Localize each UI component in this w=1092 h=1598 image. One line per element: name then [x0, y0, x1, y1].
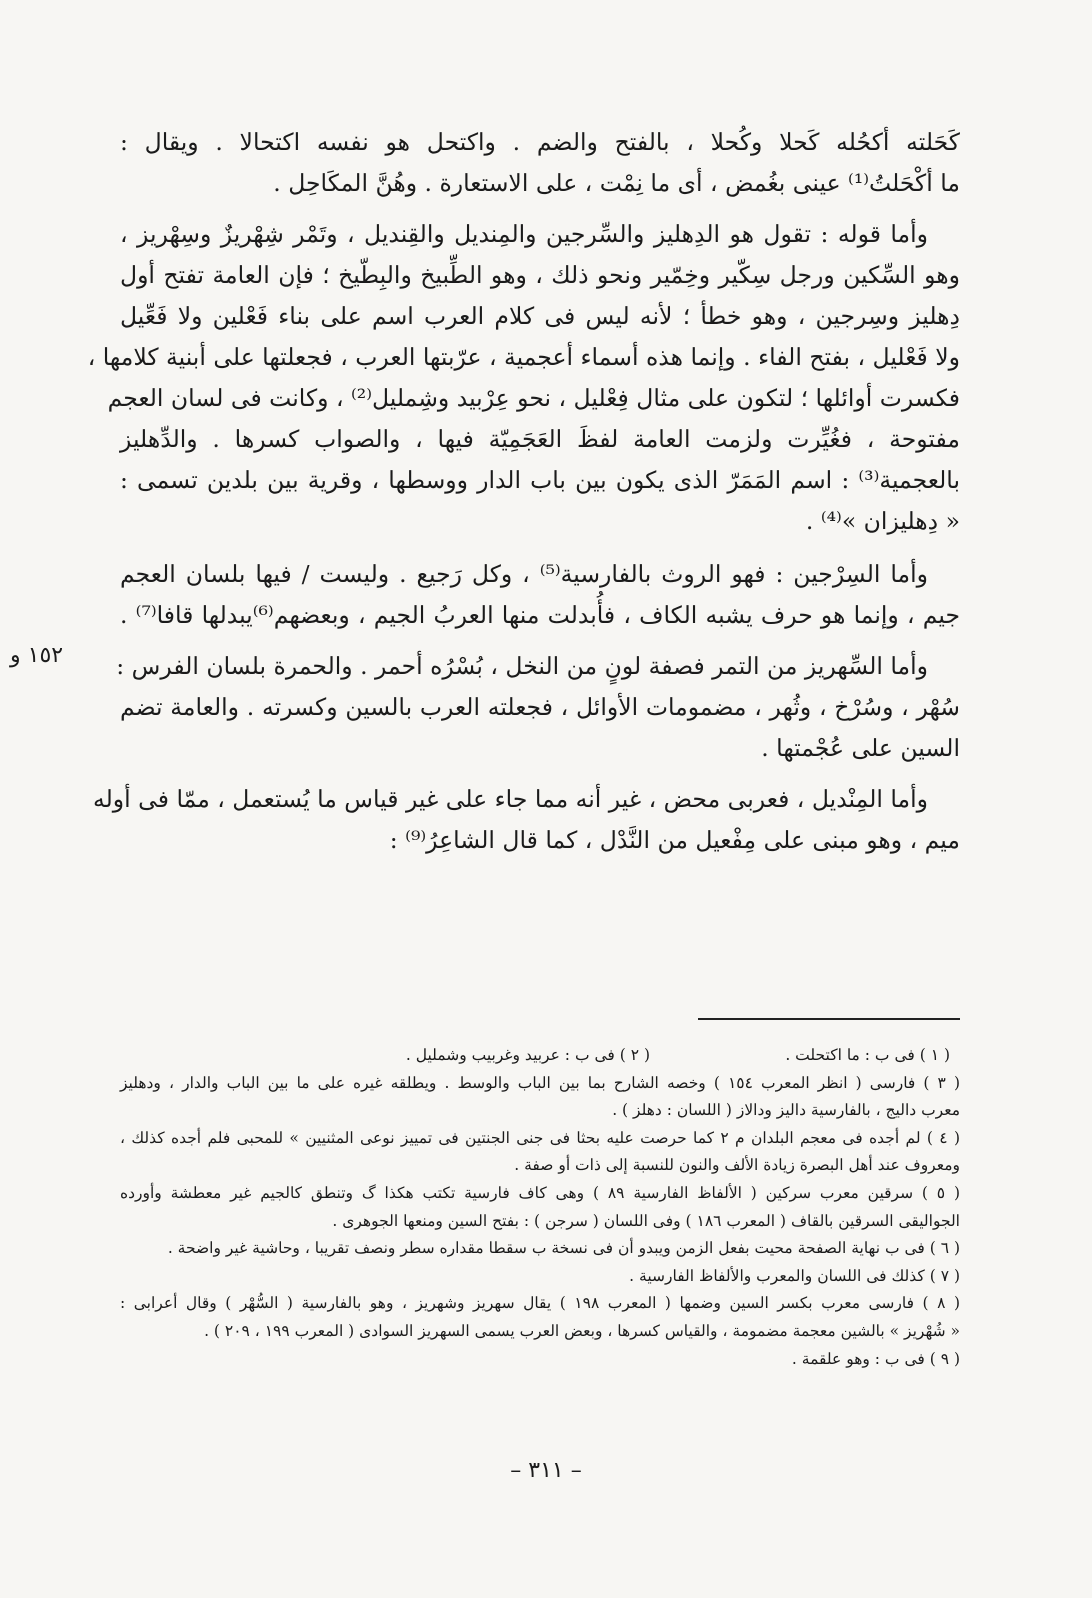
text-line: دِهليز وسِرجين ، وهو خطأ ؛ لأنه ليس فى كلام العرب اسم على بناء فَعْلين ولا فَعِّيل: [120, 302, 960, 330]
footnote-8-line: ( ٨ ) فارسى معرب بكسر السين وضمها ( المعرب ١٩٨ ) يقال سهريز وشهريز ، وهو بالفارسية ( السُّهْر ) وقال أعرابى :: [120, 1294, 960, 1313]
paragraph-5: [93, 779, 960, 861]
paragraph-4: [116, 646, 960, 769]
footnote-6: ( ٦ ) فى ب نهاية الصفحة محيت بفعل الزمن ويبدو أن فى نسخة ب سقطا مقداره سطر ونصف تقريبا ، وحاشية غير واضحة .: [167, 1239, 960, 1258]
footnote-row: [120, 1042, 960, 1070]
page-number: – ٣١١ –: [510, 1458, 582, 1483]
text-line: كَحَلته أكحُله كَحلا وكُحلا ، بالفتح والضم . واكتحل هو نفسه اكتحالا . ويقال :: [120, 128, 960, 156]
footnote-2: ( ٢ ) فى ب : عربيد وغربيب وشمليل .: [405, 1046, 650, 1064]
text-line: ما أكْحَلتُ⁽¹⁾ عينى بغُمض ، أى ما نِمْت ، على الاستعارة . وهُنَّ المكَاحِل .: [273, 169, 960, 197]
footnote-9: ( ٩ ) فى ب : وهو علقمة .: [791, 1349, 960, 1368]
text-line: « دِهليزان »⁽⁴⁾ .: [805, 507, 960, 535]
text-line: وهو السِّكين ورجل سِكّير وخِمّير ونحو ذلك ، وهو الطِّبيخ والبِطّيخ ؛ فإن العامة تفتح أول: [120, 261, 960, 289]
text-line: سُهْر ، وسُرْخ ، وثُهر ، مضمومات الأوائل ، فجعلته العرب بالسين وكسرته . والعامة تضم: [120, 693, 960, 721]
text-line: السين على عُجْمتها .: [761, 734, 960, 762]
text-line: وأما قوله : تقول هو الدِهليز والسِّرجين والمِنديل والقِنديل ، وتَمْر شِهْريزٌ وسِهْريز ،: [120, 220, 928, 248]
main-text: [87, 122, 960, 871]
footnote-3-line: معرب داليج ، بالفارسية داليز ودالاز ( اللسان : دهلز ) .: [612, 1101, 960, 1120]
footnote-4-line: ( ٤ ) لم أجده فى معجم البلدان م ٢ كما حرصت عليه بحثا فى جنى الجنتين فى تمييز نوعى المثنيين » للمحبى فلم أجده كذلك ،: [120, 1128, 960, 1147]
footnote-8-line: « شُهْريز » بالشين معجمة مضمومة ، والقياس كسرها ، وبعض العرب يسمى السهريز السوادى ( المعرب ١٩٩ ، ٢٠٩ ) .: [204, 1321, 960, 1340]
footnote-7: ( ٧ ) كذلك فى اللسان والمعرب والألفاظ الفارسية .: [629, 1266, 960, 1285]
footnote-separator: [698, 1018, 960, 1020]
footnote-1: ( ١ ) فى ب : ما اكتحلت .: [785, 1046, 950, 1064]
text-line: مفتوحة ، فغُيِّرت ولزمت العامة لفظَ العَجَمِيّة فيها ، والصواب كسرها . والدِّهليز: [120, 425, 960, 453]
text-line: جيم ، وإنما هو حرف يشبه الكاف ، فأُبدلت منها العربُ الجيم ، وبعضهم⁽⁶⁾يبدلها قافا⁽⁷⁾ .: [120, 601, 960, 629]
text-line: وأما المِنْديل ، فعربى محض ، غير أنه مما جاء على غير قياس ما يُستعمل ، ممّا فى أوله: [93, 785, 928, 813]
text-line: بالعجمية⁽³⁾ : اسم المَمَرّ الذى يكون بين باب الدار ووسطها ، وقرية بين بلدين تسمى :: [120, 466, 960, 494]
text-line: وأما السِرْجين : فهو الروث بالفارسية⁽⁵⁾ ، وكل رَجيع . وليست / فيها بلسان العجم: [120, 560, 929, 588]
text-line: ولا فَعْليل ، بفتح الفاء . وإنما هذه أسماء أعجمية ، عرّبتها العرب ، فجعلتها على أبنية كلامها ،: [87, 343, 960, 371]
text-line: وأما السِّهريز من التمر فصفة لونٍ من النخل ، بُسْرُه أحمر . والحمرة بلسان الفرس :: [116, 652, 928, 680]
footnote-3-line: ( ٣ ) فارسى ( انظر المعرب ١٥٤ ) وخصه الشارح بما بين الباب والوسط . ويطلقه غيره على ما بين الباب والدار ، ودهليز: [120, 1073, 960, 1092]
footnotes: [120, 1042, 960, 1373]
margin-folio-note: ١٥٢ و: [10, 643, 64, 668]
text-line: ميم ، وهو مبنى على مِفْعيل من النَّدْل ، كما قال الشاعِرُ⁽⁹⁾ :: [389, 826, 960, 854]
footnote-5-line: ( ٥ ) سرقين معرب سركين ( الألفاظ الفارسية ٨٩ ) وهى كاف فارسية تكتب هكذا گ وتنطق كالجيم غير معطشة وأورده: [120, 1183, 961, 1202]
paragraph-3: [120, 554, 960, 636]
paragraph-2: [87, 214, 960, 542]
paragraph-1: [120, 122, 960, 204]
text-line: فكسرت أوائلها ؛ لتكون على مثال فِعْليل ، نحو عِرْبيد وشِمليل⁽²⁾ ، وكانت فى لسان العجم: [107, 384, 960, 412]
footnote-5-line: الجواليقى السرقين بالقاف ( المعرب ١٨٦ ) وفى اللسان ( سرجن ) : بفتح السين ومنعها الجوهرى .: [332, 1211, 960, 1230]
footnote-4-line: ومعروف عند أهل البصرة زيادة الألف والنون للنسبة إلى ذات أو صفة .: [514, 1156, 960, 1175]
